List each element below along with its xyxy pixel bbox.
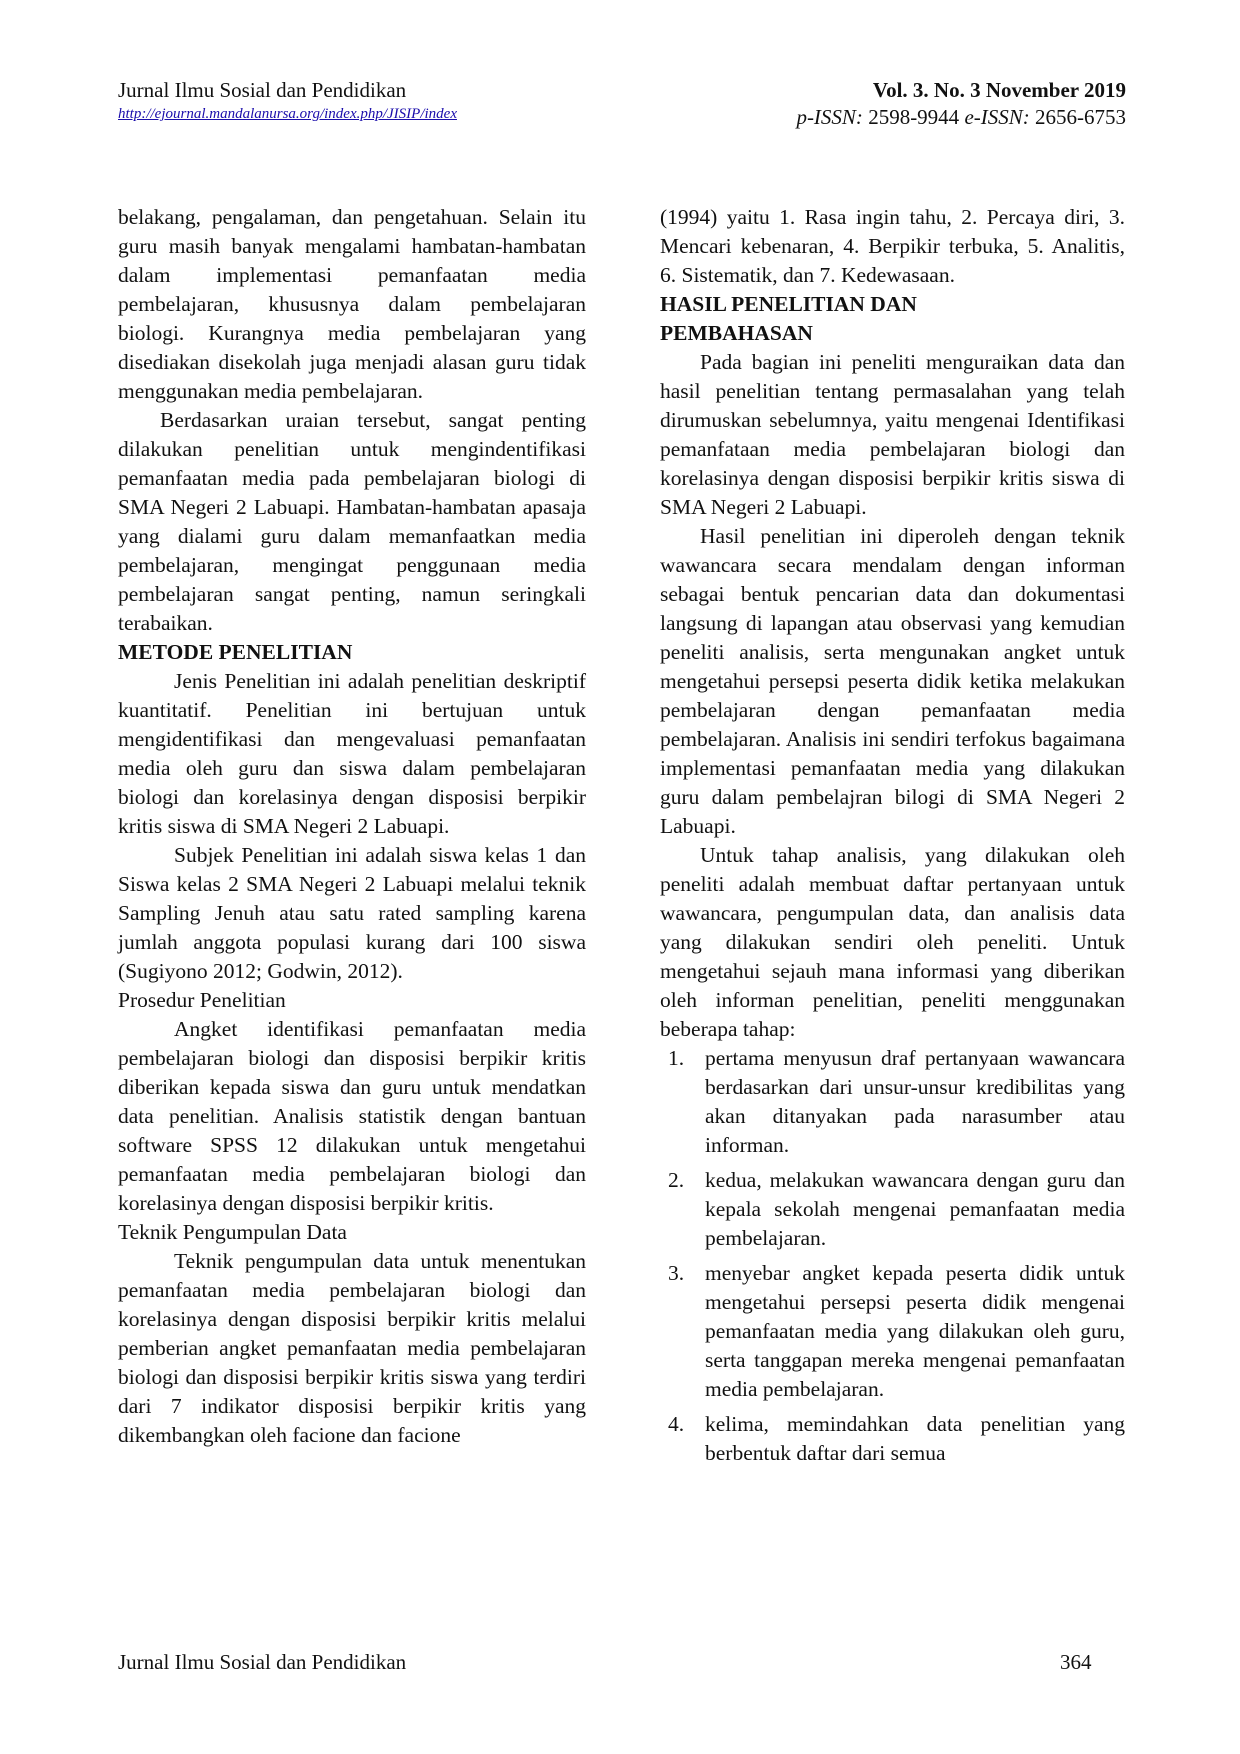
paragraph: Teknik pengumpulan data untuk menentukan pemanfaatan media pembelajaran biologi dan korelasinya dengan disposisi berpikir kritis melalui pemberian angket pemanfaatan media pembelajaran biologi dan disposisi berpikir kritis siswa yang terdiri dari 7 indikator disposisi berpikir kritis yang dikembangkan oleh facione dan facione: [118, 1249, 586, 1447]
issn-line: [796, 103, 1126, 131]
paragraph: belakang, pengalaman, dan pengetahuan. Selain itu guru masih banyak mengalami hambatan-hambatan dalam implementasi pemanfaatan media pembelajaran, khususnya dalam pembelajaran biologi. Kurangnya media pembelajaran yang disediakan disekolah juga menjadi alasan guru tidak menggunakan media pembelajaran.: [118, 205, 586, 403]
e-issn-value: 2656-6753: [1029, 105, 1126, 129]
subheading-prosedur: Prosedur Penelitian: [118, 988, 286, 1012]
e-issn-label: e-ISSN:: [964, 105, 1030, 129]
list-number: 1.: [668, 1046, 685, 1070]
list-number: 2.: [668, 1168, 685, 1192]
paragraph: Angket identifikasi pemanfaatan media pembelajaran biologi dan disposisi berpikir kritis diberikan kepada siswa dan guru untuk mendatkan data penelitian. Analisis statistik dengan bantuan software SPSS 12 dilakukan untuk mengetahui pemanfaatan media pembelajaran biologi dan korelasinya dengan disposisi berpikir kritis.: [118, 1017, 586, 1215]
stage-list: [660, 1044, 1125, 1468]
list-number: 3.: [668, 1261, 685, 1285]
footer-journal: Jurnal Ilmu Sosial dan Pendidikan: [118, 1650, 407, 1674]
running-header-right: [796, 77, 1126, 131]
list-text: kelima, memindahkan data penelitian yang berbentuk daftar dari semua: [705, 1412, 1125, 1465]
heading-line: PEMBAHASAN: [660, 321, 813, 345]
list-item: [660, 1410, 1125, 1468]
paragraph: Untuk tahap analisis, yang dilakukan oleh peneliti adalah membuat daftar pertanyaan untuk wawancara, pengumpulan data, dan analisis data yang dilakukan sendiri oleh peneliti. Untuk mengetahui sejauh mana informasi yang diberikan oleh informan penelitian, peneliti menggunakan beberapa tahap:: [660, 843, 1125, 1041]
journal-url-link[interactable]: http://ejournal.mandalanursa.org/index.php/JISIP/index: [118, 106, 457, 122]
p-issn-label: p-ISSN:: [796, 105, 863, 129]
list-text: menyebar angket kepada peserta didik untuk mengetahui persepsi peserta didik mengenai pemanfaatan media yang dilakukan oleh guru, serta tanggapan mereka mengenai pemanfaatan media pembelajaran.: [705, 1261, 1125, 1401]
left-column: [118, 203, 586, 1450]
section-heading-metode: METODE PENELITIAN: [118, 640, 353, 664]
journal-title: Jurnal Ilmu Sosial dan Pendidikan: [118, 78, 407, 102]
list-text: pertama menyusun draf pertanyaan wawancara berdasarkan dari unsur-unsur kredibilitas yang akan ditanyakan pada narasumber atau informan.: [705, 1046, 1125, 1157]
paragraph: Pada bagian ini peneliti menguraikan data dan hasil penelitian tentang permasalahan yang telah dirumuskan sebelumnya, yaitu mengenai Identifikasi pemanfataan media pembelajaran biologi dan korelasinya dengan disposisi berpikir kritis siswa di SMA Negeri 2 Labuapi.: [660, 350, 1125, 519]
page-number: 364: [1060, 1650, 1092, 1674]
paragraph: Subjek Penelitian ini adalah siswa kelas 1 dan Siswa kelas 2 SMA Negeri 2 Labuapi melalui teknik Sampling Jenuh atau satu rated sampling karena jumlah anggota populasi kurang dari 100 siswa (Sugiyono 2012; Godwin, 2012).: [118, 843, 586, 983]
list-item: [660, 1259, 1125, 1404]
p-issn-value: 2598-9944: [862, 105, 965, 129]
volume-issue: Vol. 3. No. 3 November 2019: [872, 78, 1126, 102]
list-text: kedua, melakukan wawancara dengan guru dan kepala sekolah mengenai pemanfaatan media pembelajaran.: [705, 1168, 1125, 1250]
list-item: [660, 1166, 1125, 1253]
running-header-left: [118, 77, 457, 125]
section-heading-hasil: [660, 290, 1125, 348]
list-number: 4.: [668, 1412, 685, 1436]
list-item: [660, 1044, 1125, 1160]
subheading-teknik: Teknik Pengumpulan Data: [118, 1220, 347, 1244]
heading-line: HASIL PENELITIAN DAN: [660, 292, 917, 316]
paragraph: Berdasarkan uraian tersebut, sangat penting dilakukan penelitian untuk mengindentifikasi pemanfaatan media pada pembelajaran biologi di SMA Negeri 2 Labuapi. Hambatan-hambatan apasaja yang dialami guru dalam memanfaatkan media pembelajaran, mengingat penggunaan media pembelajaran sangat penting, namun seringkali terabaikan.: [118, 408, 586, 635]
paragraph: Hasil penelitian ini diperoleh dengan teknik wawancara secara mendalam dengan informan sebagai bentuk pencarian data dan dokumentasi langsung di lapangan atau observasi yang kemudian peneliti analisis, serta mengunakan angket untuk mengetahui persepsi peserta didik ketika melakukan pembelajaran dengan pemanfaatan media pembelajaran. Analisis ini sendiri terfokus bagaimana implementasi pemanfaatan media yang dilakukan guru dalam pembelajran bilogi di SMA Negeri 2 Labuapi.: [660, 524, 1125, 838]
right-column: [660, 203, 1125, 1474]
paragraph: (1994) yaitu 1. Rasa ingin tahu, 2. Percaya diri, 3. Mencari kebenaran, 4. Berpikir terbuka, 5. Analitis, 6. Sistematik, dan 7. Kedewasaan.: [660, 205, 1125, 287]
paragraph: Jenis Penelitian ini adalah penelitian deskriptif kuantitatif. Penelitian ini bertujuan untuk mengidentifikasi dan mengevaluasi pemanfaatan media oleh guru dan siswa dalam pembelajaran biologi dan korelasinya dengan disposisi berpikir kritis siswa di SMA Negeri 2 Labuapi.: [118, 669, 586, 838]
